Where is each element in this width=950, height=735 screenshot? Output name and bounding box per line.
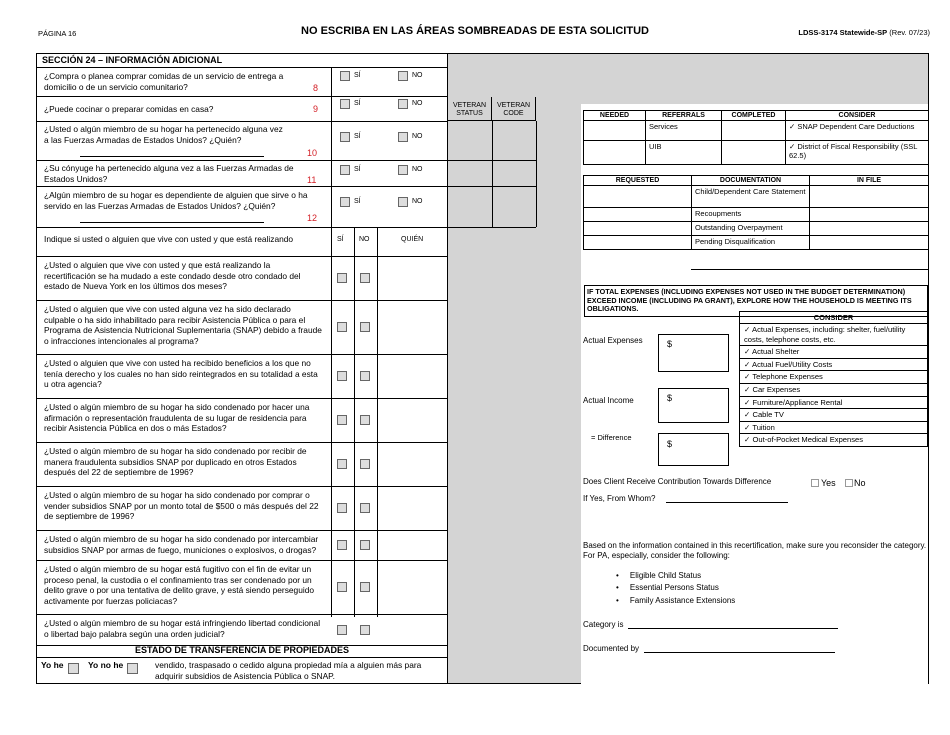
- recert-5-yes-checkbox[interactable]: [337, 459, 347, 469]
- referral-services: Services: [646, 121, 722, 141]
- q10-no-label: NO: [412, 133, 423, 140]
- consider-item-5: ✓ Car Expenses: [740, 384, 927, 397]
- q9-no-checkbox[interactable]: [398, 99, 408, 109]
- recert-4-no-checkbox[interactable]: [360, 415, 370, 425]
- recert-1-yes-checkbox[interactable]: [337, 273, 347, 283]
- row-divider: [36, 354, 448, 355]
- recert-question-5: ¿Usted o algún miembro de su hogar ha sido condenado por recibir de manera fraudulenta subsidios SNAP por duplicado en otros Estados después del 22 de septiembre de 1996?: [44, 446, 307, 477]
- doc-row-2: Recoupments: [692, 208, 810, 222]
- from-whom-label: If Yes, From Whom?: [583, 494, 656, 503]
- consider-list: [739, 324, 928, 447]
- question-11-text: ¿Su cónyuge ha pertenecido alguna vez a las Fuerzas Armadas de Estados Unidos?: [44, 163, 294, 184]
- category-label: Category is: [583, 620, 624, 629]
- consider-item-4: ✓ Telephone Expenses: [740, 371, 927, 384]
- yo-he-label: Yo he: [41, 660, 64, 670]
- recert-3-yes-checkbox[interactable]: [337, 371, 347, 381]
- q12-yes-label: SÍ: [354, 198, 361, 205]
- col-quien-header: QUIÉN: [401, 236, 424, 243]
- yo-he-checkbox[interactable]: [68, 663, 79, 674]
- recert-6-no-checkbox[interactable]: [360, 503, 370, 513]
- actual-expenses-label: Actual Expenses: [583, 336, 643, 345]
- consider-item-2: ✓ Actual Shelter: [740, 346, 927, 359]
- recert-2-no-checkbox[interactable]: [360, 322, 370, 332]
- recert-9-no-checkbox[interactable]: [360, 625, 370, 635]
- completed-cell-1[interactable]: [722, 121, 786, 141]
- q8-yes-label: SÍ: [354, 72, 361, 79]
- dollar-sign: $: [667, 393, 673, 403]
- q10-who-line[interactable]: [80, 156, 264, 157]
- question-9-number: 9: [313, 104, 319, 114]
- consider-item-9: ✓ Out-of-Pocket Medical Expenses: [740, 434, 927, 447]
- actual-expenses-box[interactable]: [658, 334, 729, 372]
- needed-cell-1[interactable]: [584, 121, 646, 141]
- yo-no-he-label: Yo no he: [88, 660, 124, 670]
- q12-who-line[interactable]: [80, 222, 264, 223]
- recert-4-yes-checkbox[interactable]: [337, 415, 347, 425]
- q11-no-checkbox[interactable]: [398, 165, 408, 175]
- referrals-table: [583, 110, 929, 165]
- q10-yes-label: SÍ: [354, 133, 361, 140]
- recert-6-yes-checkbox[interactable]: [337, 503, 347, 513]
- form-revision: (Rev. 07/23): [889, 28, 930, 37]
- contrib-yes-label: Yes: [821, 478, 836, 488]
- requested-cell-2[interactable]: [584, 208, 692, 222]
- actual-income-label: Actual Income: [583, 396, 634, 405]
- page-title: NO ESCRIBA EN LAS ÁREAS SOMBREADAS DE ESTA SOLICITUD: [301, 25, 649, 37]
- doc-row-4: Pending Disqualification: [692, 236, 810, 250]
- referral-uib: UIB: [646, 141, 722, 165]
- q11-yes-checkbox[interactable]: [340, 165, 350, 175]
- q11-no-label: NO: [412, 166, 423, 173]
- q8-no-label: NO: [412, 72, 423, 79]
- recert-2-yes-checkbox[interactable]: [337, 322, 347, 332]
- bullet-2-text: Essential Persons Status: [629, 583, 719, 592]
- bullet-3: • Family Assistance Extensions: [616, 596, 736, 605]
- q12-no-checkbox[interactable]: [398, 197, 408, 207]
- recert-question-3: ¿Usted o alguien que vive con usted ha recibido beneficios a los que no tenía derecho y los cuales no han sido reintegrados en su totalidad a esta u otra agencia?: [44, 358, 318, 389]
- referrals-header: REFERRALS: [646, 111, 722, 121]
- recert-question-7: ¿Usted o algún miembro de su hogar ha sido condenado por intercambiar subsidios SNAP por armas de fuego, municiones o explosivos, o drogas?: [44, 534, 319, 555]
- q12-no-label: NO: [412, 198, 423, 205]
- recert-question-6: ¿Usted o algún miembro de su hogar ha sido condenado por comprar o vender subsidios SNAP por un monto total de $500 o más después del 22 de septiembre de 1996?: [44, 490, 319, 521]
- bullet-1: • Eligible Child Status: [616, 571, 702, 580]
- row-divider: [36, 530, 448, 531]
- row-divider: [36, 398, 448, 399]
- consider-fiscal: ✓ District of Fiscal Responsibility (SSL 62.5): [786, 141, 929, 165]
- q9-yes-label: SÍ: [354, 100, 361, 107]
- documentation-table: [583, 175, 929, 250]
- veteran-status-header: VETERAN STATUS: [448, 97, 492, 121]
- q9-yes-checkbox[interactable]: [340, 99, 350, 109]
- q8-yes-checkbox[interactable]: [340, 71, 350, 81]
- bullet-3-text: Family Assistance Extensions: [629, 596, 736, 605]
- contrib-yes-checkbox[interactable]: [811, 479, 819, 487]
- form-id: [798, 28, 930, 37]
- recert-question-8: ¿Usted o algún miembro de su hogar está fugitivo con el fin de evitar un proceso penal, la custodia o el confinamiento tras ser condenado por un delito grave o por una tentativa de delito grave, y está siendo perseguido activamente por fuerzas policiacas?: [44, 564, 315, 606]
- recert-question-4: ¿Usted o algún miembro de su hogar ha sido condenado por hacer una afirmación o representación fraudulenta de su lugar de residencia para recibir Asistencia Pública en dos o más Estados?: [44, 402, 310, 433]
- q11-yes-label: SÍ: [354, 166, 361, 173]
- q10-no-checkbox[interactable]: [398, 132, 408, 142]
- consider-item-6: ✓ Furniture/Appliance Rental: [740, 397, 927, 410]
- row-divider: [36, 560, 448, 561]
- recert-8-no-checkbox[interactable]: [360, 582, 370, 592]
- consider-header: CONSIDER: [786, 111, 929, 121]
- veteran-code-header: VETERAN CODE: [492, 97, 536, 121]
- difference-box[interactable]: [658, 433, 729, 466]
- needed-cell-2[interactable]: [584, 141, 646, 165]
- question-10-text: ¿Usted o algún miembro de su hogar ha pertenecido alguna vez a las Fuerzas Armadas de Estados Unidos? ¿Quién?: [44, 124, 283, 145]
- consider-title: CONSIDER: [739, 311, 928, 324]
- row-divider: [36, 486, 448, 487]
- in-file-header: IN FILE: [810, 176, 929, 186]
- q10-yes-checkbox[interactable]: [340, 132, 350, 142]
- dollar-sign: $: [667, 339, 673, 349]
- recert-9-yes-checkbox[interactable]: [337, 625, 347, 635]
- bullet-1-text: Eligible Child Status: [629, 571, 702, 580]
- documented-by-label: Documented by: [583, 644, 640, 653]
- col-no-header: NO: [359, 236, 370, 243]
- actual-income-box[interactable]: [658, 388, 729, 423]
- completed-cell-2[interactable]: [722, 141, 786, 165]
- question-12-text: ¿Algún miembro de su hogar es dependiente de alguien que sirve o ha servido en las Fuerzas Armadas de Estados Unidos? ¿Quién?: [44, 190, 308, 211]
- question-10-number: 10: [307, 148, 318, 158]
- infile-cell-3[interactable]: [810, 222, 929, 236]
- contrib-no-checkbox[interactable]: [845, 479, 853, 487]
- infile-cell-1[interactable]: [810, 186, 929, 208]
- recert-7-yes-checkbox[interactable]: [337, 540, 347, 550]
- category-line[interactable]: [628, 628, 838, 629]
- contrib-no-label: No: [854, 478, 866, 488]
- infile-cell-4[interactable]: [810, 236, 929, 250]
- from-whom-line[interactable]: [666, 502, 788, 503]
- expenses-warning: IF TOTAL EXPENSES (INCLUDING EXPENSES NOT USED IN THE BUDGET DETERMINATION) EXCEED INCOME (INCLUDING PA GRANT), EXPLORE HOW THE HOUSEHOLD IS MEETING ITS OBLIGATIONS.: [584, 285, 928, 317]
- consider-item-3: ✓ Actual Fuel/Utility Costs: [740, 359, 927, 372]
- doc-row-1: Child/Dependent Care Statement: [692, 186, 810, 208]
- recert-intro: Indique si usted o alguien que vive con usted y que está realizando: [44, 234, 294, 244]
- recert-3-no-checkbox[interactable]: [360, 371, 370, 381]
- recert-5-no-checkbox[interactable]: [360, 459, 370, 469]
- doc-row-3: Outstanding Overpayment: [692, 222, 810, 236]
- recert-7-no-checkbox[interactable]: [360, 540, 370, 550]
- requested-header: REQUESTED: [584, 176, 692, 186]
- section-24-title: SECCIÓN 24 – INFORMACIÓN ADICIONAL: [42, 55, 223, 65]
- question-9-text: ¿Puede cocinar o preparar comidas en casa?: [44, 104, 214, 114]
- recert-1-no-checkbox[interactable]: [360, 273, 370, 283]
- question-8-number: 8: [313, 83, 319, 93]
- requested-cell-3[interactable]: [584, 222, 692, 236]
- transfer-title: ESTADO DE TRANSFERENCIA DE PROPIEDADES: [134, 645, 350, 655]
- page-label: PÁGINA 16: [38, 29, 77, 38]
- row-divider: [36, 442, 448, 443]
- requested-cell-4[interactable]: [584, 236, 692, 250]
- difference-label: = Difference: [591, 433, 632, 442]
- row-divider: [36, 300, 448, 301]
- question-12-number: 12: [307, 213, 318, 223]
- col-si-header: SÍ: [337, 236, 344, 243]
- yo-no-he-checkbox[interactable]: [127, 663, 138, 674]
- recert-question-2: ¿Usted o alguien que vive con usted alguna vez ha sido declarado culpable o ha sido inhabilitado para recibir Asistencia Pública o para el Programa de Asistencia Nutricional Suplementaria (SNAP) debido a fraude o infracciones intencionales al programa?: [44, 304, 322, 346]
- reconsider-text: Based on the information contained in this recertification, make sure you reconsider the category. For PA, especially, consider the following:: [583, 541, 927, 560]
- consider-snap: ✓ SNAP Dependent Care Deductions: [786, 121, 929, 141]
- dollar-sign: $: [667, 439, 673, 449]
- q12-yes-checkbox[interactable]: [340, 197, 350, 207]
- bullet-2: • Essential Persons Status: [616, 583, 719, 592]
- consider-item-1: ✓ Actual Expenses, including: shelter, fuel/utility costs, telephone costs, etc.: [740, 324, 927, 346]
- contribution-question: Does Client Receive Contribution Towards Difference: [583, 477, 772, 486]
- completed-header: COMPLETED: [722, 111, 786, 121]
- recert-question-9: ¿Usted o algún miembro de su hogar está infringiendo libertad condicional o libertad bajo palabra según una orden judicial?: [44, 618, 321, 639]
- requested-cell-1[interactable]: [584, 186, 692, 208]
- recert-8-yes-checkbox[interactable]: [337, 582, 347, 592]
- infile-cell-2[interactable]: [810, 208, 929, 222]
- q8-no-checkbox[interactable]: [398, 71, 408, 81]
- form-number: LDSS-3174 Statewide-SP: [798, 28, 888, 37]
- consider-item-8: ✓ Tuition: [740, 422, 927, 435]
- needed-header: NEEDED: [584, 111, 646, 121]
- row-divider: [36, 614, 448, 615]
- recert-question-1: ¿Usted o alguien que vive con usted y que está realizando la recertificación se ha mudado a este condado desde otro condado del estado de Nueva York en los últimos dos meses?: [44, 260, 301, 291]
- documented-by-line[interactable]: [644, 652, 835, 653]
- question-11-number: 11: [307, 175, 317, 185]
- question-8-text: ¿Compra o planea comprar comidas de un servicio de entrega a domicilio o de un servicio comunitario?: [44, 71, 284, 92]
- documentation-header: DOCUMENTATION: [692, 176, 810, 186]
- consider-item-7: ✓ Cable TV: [740, 409, 927, 422]
- q9-no-label: NO: [412, 100, 423, 107]
- transfer-text: vendido, traspasado o cedido alguna propiedad mía a alguien más para adquirir subsidios de Asistencia Pública o SNAP.: [155, 660, 422, 681]
